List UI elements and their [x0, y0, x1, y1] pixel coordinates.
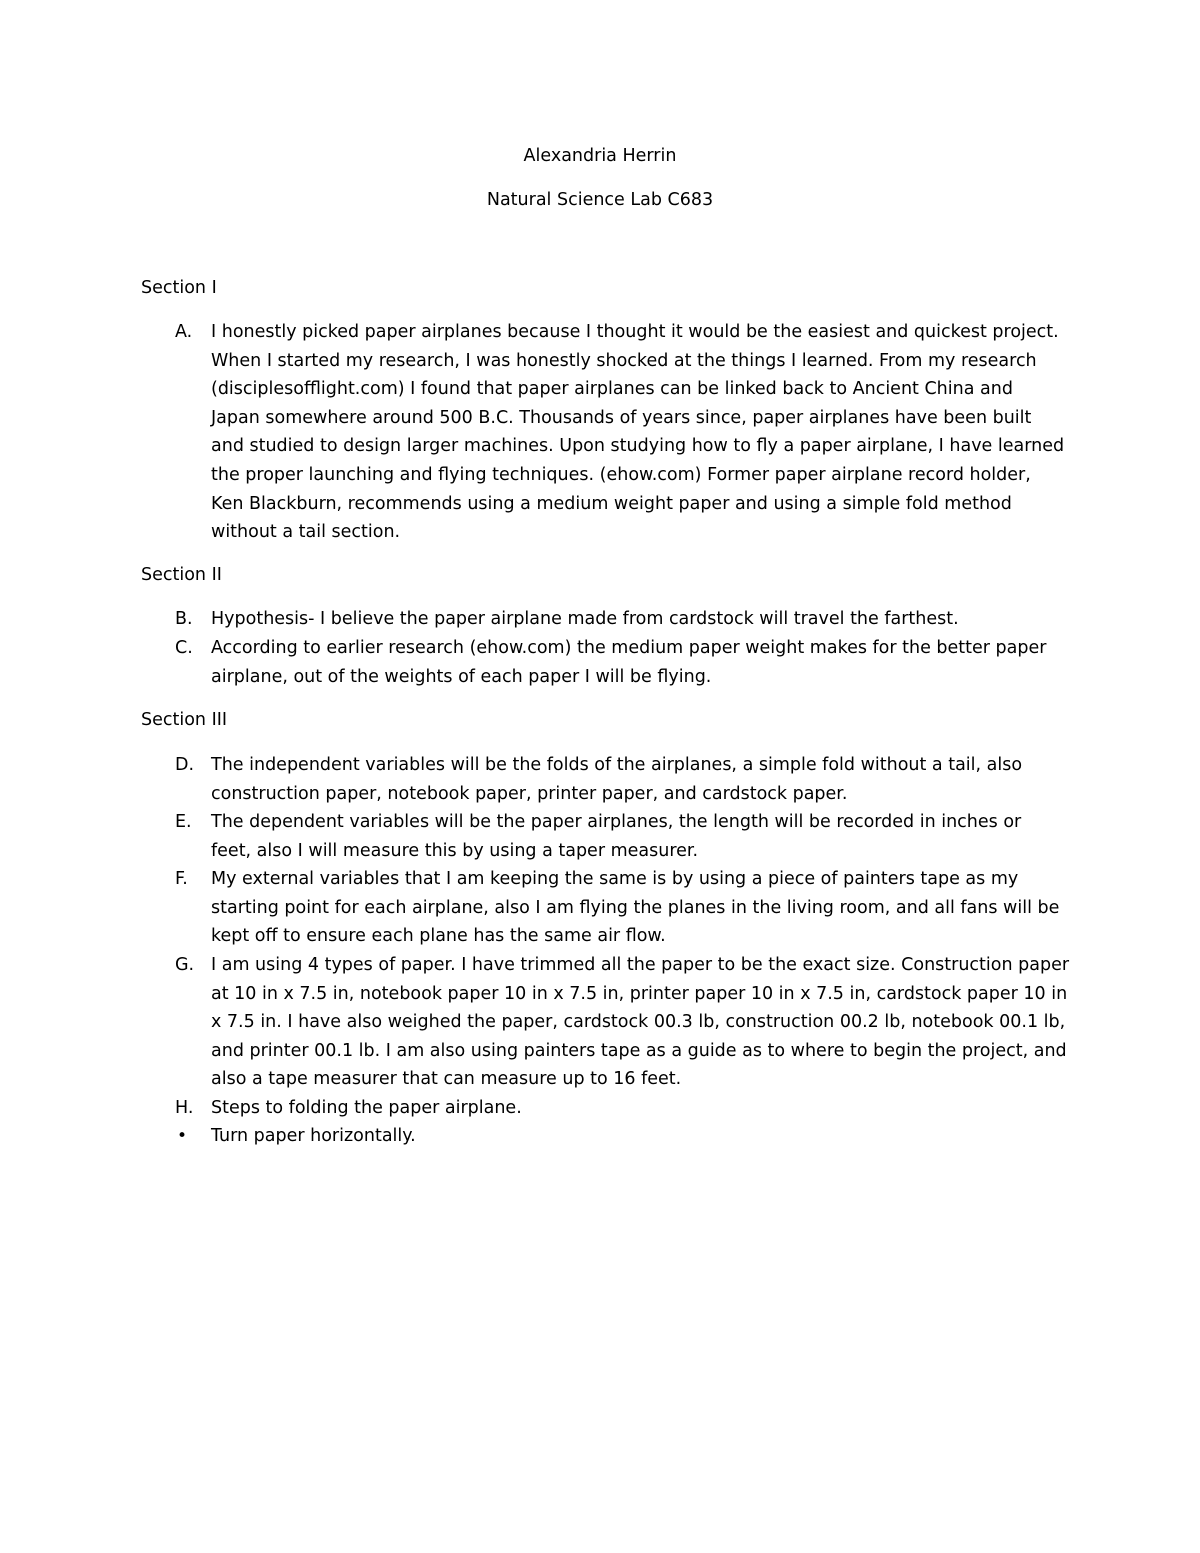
list-item-line: the proper launching and flying techniques. (ehow.com) Former paper airplane record holder,	[211, 465, 1031, 485]
list-item-line: I am using 4 types of paper. I have trimmed all the paper to be the exact size. Construction paper	[211, 955, 1070, 975]
list-marker: E.	[175, 812, 192, 832]
list-marker: C.	[175, 638, 193, 658]
list-marker: D.	[175, 755, 195, 775]
course-title: Natural Science Lab C683	[486, 190, 714, 210]
list-marker: H.	[175, 1098, 194, 1118]
list-item-line: My external variables that I am keeping the same is by using a piece of painters tape as my	[211, 869, 1019, 889]
list-marker: G.	[175, 955, 195, 975]
section-heading: Section II	[141, 565, 222, 585]
list-item-line: airplane, out of the weights of each paper I will be flying.	[211, 666, 712, 687]
list-item-line: The independent variables will be the folds of the airplanes, a simple fold without a tail, also	[211, 755, 1023, 775]
list-item-line: Japan somewhere around 500 B.C. Thousands of years since, paper airplanes have been built	[211, 407, 1032, 428]
list-item-line: starting point for each airplane, also I am flying the planes in the living room, and all fans will be	[211, 897, 1060, 918]
list-marker: F.	[175, 869, 188, 889]
author-name: Alexandria Herrin	[523, 146, 677, 166]
list-item-line: at 10 in x 7.5 in, notebook paper 10 in x 7.5 in, printer paper 10 in x 7.5 in, cardstock paper 10 in	[211, 983, 1068, 1004]
list-marker: A.	[175, 322, 193, 342]
list-item-line: also a tape measurer that can measure up to 16 feet.	[211, 1069, 682, 1090]
list-item-line: Ken Blackburn, recommends using a medium weight paper and using a simple fold method	[211, 493, 1012, 514]
list-item-line: feet, also I will measure this by using a taper measurer.	[211, 840, 699, 861]
list-item-line: kept off to ensure each plane has the same air flow.	[211, 926, 666, 947]
list-item-line: Steps to folding the paper airplane.	[211, 1098, 522, 1118]
list-item-line: (disciplesofflight.com) I found that paper airplanes can be linked back to Ancient China and	[211, 379, 1013, 400]
list-item-line: I honestly picked paper airplanes because I thought it would be the easiest and quickest project.	[211, 322, 1059, 342]
list-item-line: without a tail section.	[211, 522, 401, 543]
list-item-line: When I started my research, I was honestly shocked at the things I learned. From my research	[211, 350, 1037, 371]
list-item-line: construction paper, notebook paper, printer paper, and cardstock paper.	[211, 783, 848, 804]
list-item-line: and studied to design larger machines. Upon studying how to fly a paper airplane, I have learned	[211, 436, 1065, 457]
list-item-line: Hypothesis- I believe the paper airplane made from cardstock will travel the farthest.	[211, 609, 959, 629]
list-item-line: and printer 00.1 lb. I am also using painters tape as a guide as to where to begin the project, and	[211, 1040, 1067, 1061]
list-item-line: According to earlier research (ehow.com) the medium paper weight makes for the better paper	[211, 638, 1047, 658]
list-item-line: The dependent variables will be the paper airplanes, the length will be recorded in inches or	[211, 812, 1022, 832]
list-marker: B.	[175, 609, 193, 629]
list-item-line: Turn paper horizontally.	[211, 1126, 416, 1146]
section-heading: Section III	[141, 710, 228, 730]
bullet-icon: •	[177, 1126, 188, 1146]
list-item-line: x 7.5 in. I have also weighed the paper, cardstock 00.3 lb, construction 00.2 lb, notebook 00.1 lb,	[211, 1012, 1066, 1033]
section-heading: Section I	[141, 278, 217, 298]
